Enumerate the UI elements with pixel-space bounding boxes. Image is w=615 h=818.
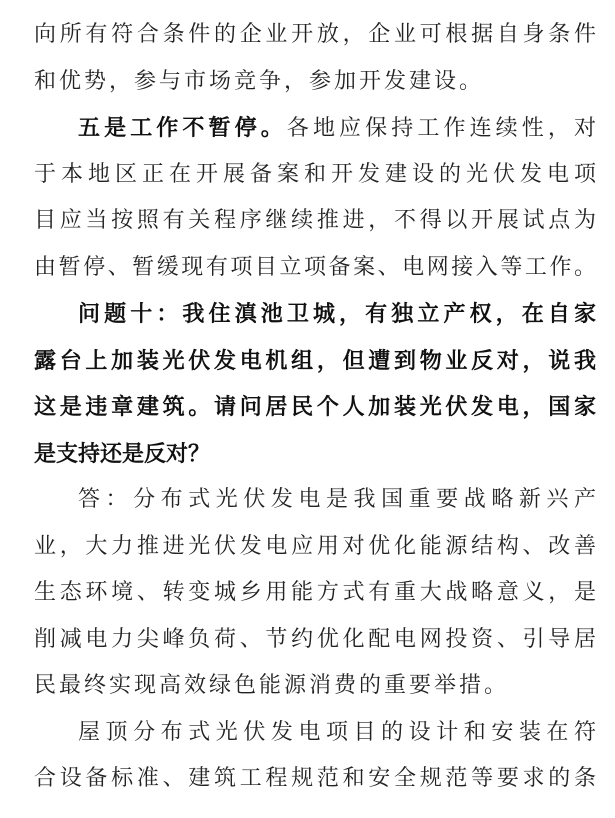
text-line: 削减电力尖峰负荷、节约优化配电网投资、引导居 xyxy=(34,626,596,652)
text-line: 屋顶分布式光伏发电项目的设计和安装在符 xyxy=(78,719,596,745)
paragraph-rooftop-pv xyxy=(34,710,596,803)
answer-paragraph xyxy=(34,477,596,710)
document-page xyxy=(34,12,596,803)
text-line-content: 民最终实现高效绿色能源消费的重要举措。 xyxy=(34,673,510,698)
paragraph-lead: 五是工作不暂停。 xyxy=(78,115,287,141)
text-line: 向所有符合条件的企业开放，企业可根据自身条件 xyxy=(34,22,596,47)
question-line: 问题十：我住滇池卫城，有独立产权，在自家 xyxy=(78,301,596,327)
question-line-content: 是支持还是反对？ xyxy=(34,440,211,467)
paragraph-work-continuity xyxy=(34,105,596,291)
question-line xyxy=(34,431,596,478)
text-line: 于本地区正在开展备案和开发建设的光伏发电项 xyxy=(34,161,596,187)
text-line xyxy=(34,663,596,710)
question-ten xyxy=(34,291,596,477)
text-line xyxy=(34,59,596,106)
text-line-content: 和优势，参与市场竞争，参加开发建设。 xyxy=(34,68,485,94)
text-line: 业，大力推进光伏发电应用对优化能源结构、改善 xyxy=(34,533,596,559)
text-line: 合设备标准、建筑工程规范和安全规范等要求的条 xyxy=(34,766,596,791)
question-line: 露台上加装光伏发电机组，但遭到物业反对，说我 xyxy=(34,347,596,374)
text-line: 目应当按照有关程序继续推进，不得以开展试点为 xyxy=(34,208,596,233)
paragraph-open-access xyxy=(34,12,596,105)
text-line: 生态环境、转变城乡用能方式有重大战略意义，是 xyxy=(34,580,596,605)
question-line: 这是违章建筑。请问居民个人加装光伏发电，国家 xyxy=(34,394,596,420)
text-line: 由暂停、暂缓现有项目立项备案、电网接入等工作。 xyxy=(34,254,596,280)
paragraph-lead-rest: 各地应保持工作连续性，对 xyxy=(286,116,596,141)
text-line: 答：分布式光伏发电是我国重要战略新兴产 xyxy=(78,487,596,512)
text-line xyxy=(34,105,596,152)
